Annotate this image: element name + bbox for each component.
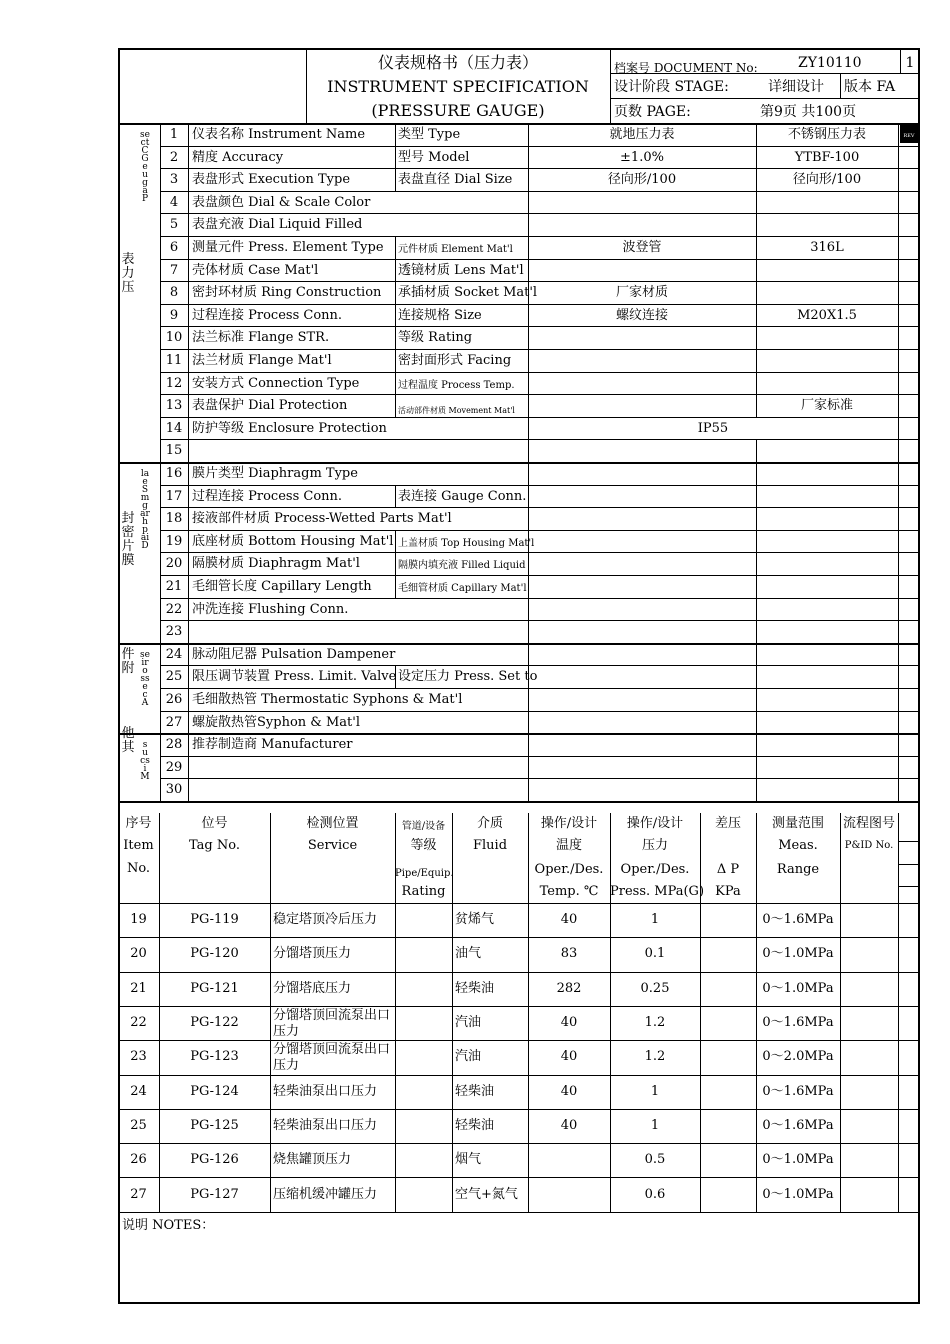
section-misc-cn: 他其 [121, 726, 135, 756]
spec-row-label: 仪表名称 Instrument Name [192, 127, 366, 142]
spec-row-label: 毛细管长度 Capillary Length [192, 579, 372, 594]
notes-label: 说明 NOTES： [122, 1218, 215, 1233]
cell-range: 0～1.6MPa [762, 912, 834, 928]
cell-item: 26 [130, 1152, 147, 1168]
spec-row-label: 毛细散热管 Thermostatic Syphons & Mat'l [192, 692, 463, 707]
spec-row-label2: 型号 Model [398, 149, 470, 165]
col-header-dp: 差压 [714, 816, 741, 831]
spec-row-value2: YTBF-100 [794, 149, 860, 165]
spec-row-no: 2 [169, 149, 179, 165]
spec-row-label2: 等级 Rating [398, 330, 473, 346]
cell-item: 25 [130, 1117, 147, 1133]
spec-row-label: 脉动阻尼器 Pulsation Dampener [192, 646, 396, 662]
cell-range: 0～1.6MPa [762, 1117, 834, 1133]
cell-item: 23 [130, 1049, 147, 1065]
spec-row-no: 11 [165, 353, 183, 368]
spec-row-no: 3 [169, 172, 179, 188]
cell-fluid: 贫烯气 [455, 912, 495, 928]
doc-label: 档案号 DOCUMENT No: [614, 61, 758, 75]
cell-service: 压缩机缓冲罐压力 [273, 1186, 378, 1202]
spec-row-no: 14 [165, 420, 183, 436]
spec-row-no: 9 [169, 307, 179, 323]
col-header-service: 检测位置 [306, 816, 359, 831]
spec-row-label: 防护等级 Enclosure Protection [192, 420, 387, 436]
cell-tag: PG-120 [190, 946, 239, 962]
spec-row-value1: 螺纹连接 [615, 307, 668, 323]
cell-press: 1.2 [644, 1015, 666, 1031]
cell-press: 1 [650, 1117, 660, 1133]
col-header-temp: 操作/设计 [540, 816, 598, 831]
cell-tag: PG-121 [190, 980, 239, 996]
cell-fluid: 轻柴油 [455, 980, 495, 996]
cell-service: 分馏塔顶压力 [273, 946, 352, 962]
col-header-temp: 温度 [555, 838, 582, 853]
page-value: 第9页 共100页 [760, 104, 857, 120]
spec-row-label: 过程连接 Process Conn. [192, 307, 343, 323]
cell-tag: PG-123 [190, 1049, 239, 1065]
cell-range: 0～1.6MPa [762, 1015, 834, 1031]
spec-row-no: 13 [165, 398, 183, 414]
col-header-tag: Tag No. [189, 838, 240, 853]
cell-item: 21 [130, 980, 147, 996]
cell-item: 19 [130, 912, 147, 928]
cell-item: 24 [130, 1083, 147, 1099]
spec-row-no: 17 [165, 488, 183, 504]
spec-row-label: 密封环材质 Ring Construction [192, 285, 382, 301]
doc-rev: 1 [905, 55, 915, 71]
cell-tag: PG-126 [190, 1152, 239, 1168]
col-header-rating: 管道/设备 [401, 821, 446, 832]
spec-row-value2: M20X1.5 [797, 307, 857, 323]
spec-row-label2: 表盘直径 Dial Size [398, 172, 513, 188]
col-header-rating: Rating [401, 884, 446, 899]
cell-range: 0～1.0MPa [762, 980, 834, 996]
spec-row-no: 29 [165, 759, 183, 775]
cell-tag: PG-125 [190, 1117, 239, 1133]
spec-row-label: 过程连接 Process Conn. [192, 488, 343, 504]
col-header-rating: Pipe/Equip. [395, 868, 454, 879]
spec-row-label: 壳体材质 Case Mat'l [192, 262, 319, 278]
section-seal-en: laeS mgarhpaiD [140, 469, 150, 551]
cell-temp: 83 [560, 946, 578, 962]
col-header-pid: 流程图号 [842, 816, 895, 831]
rev-tag: REV [903, 133, 915, 139]
spec-row-label: 膜片类型 Diaphragm Type [192, 466, 358, 481]
spec-row-label2: 密封面形式 Facing [398, 353, 512, 368]
cell-service: 分馏塔顶回流泵出口压力 [273, 1007, 391, 1039]
stage-value: 详细设计 [768, 79, 824, 95]
cell-range: 0～1.6MPa [762, 1083, 834, 1099]
spec-row-value: IP55 [697, 420, 729, 436]
spec-row-no: 16 [165, 466, 183, 481]
spec-row-value2: 316L [810, 240, 844, 255]
cell-fluid: 油气 [455, 946, 482, 962]
section-gauge-cn: 表力压 [121, 251, 135, 295]
spec-row-label2: 设定压力 Press. Set to [398, 669, 538, 685]
cell-press: 0.5 [644, 1152, 666, 1168]
col-header-dp: Δ P [716, 862, 740, 877]
page-label: 页数 PAGE: [614, 104, 691, 120]
cell-press: 1 [650, 1083, 660, 1099]
col-header-tag: 位号 [201, 816, 228, 831]
cell-temp: 282 [556, 980, 582, 996]
col-header-dp: KPa [715, 884, 741, 899]
spec-row-value1: 就地压力表 [609, 127, 675, 142]
col-header-range: Range [776, 862, 820, 877]
col-header-press: Oper./Des. [620, 862, 690, 877]
spec-row-label2: 活动部件材质 Movement Mat'l [398, 406, 515, 416]
spec-row-no: 28 [165, 737, 183, 753]
cell-temp: 40 [560, 1083, 578, 1099]
cell-tag: PG-122 [190, 1015, 239, 1031]
spec-row-no: 5 [169, 217, 179, 233]
spec-row-value2: 径向形/100 [792, 172, 862, 188]
spec-row-label: 推荐制造商 Manufacturer [192, 737, 353, 753]
spec-row-label2: 过程温度 Process Temp. [398, 379, 515, 391]
spec-row-label: 冲洗连接 Flushing Conn. [192, 601, 349, 617]
spec-row-no: 21 [165, 579, 183, 594]
spec-row-label: 表盘形式 Execution Type [192, 172, 351, 188]
cell-service: 轻柴油泵出口压力 [273, 1117, 378, 1133]
spec-row-value1: 厂家材质 [615, 285, 668, 301]
col-header-fluid: 介质 [476, 816, 503, 831]
spec-row-label2: 毛细管材质 Capillary Mat'l [398, 583, 527, 594]
col-header-range: 测量范围 [771, 816, 824, 831]
spec-row-value2: 厂家标准 [800, 398, 853, 414]
section-misc-en: sucsiM [140, 740, 150, 783]
spec-row-no: 22 [165, 601, 183, 617]
spec-row-no: 12 [165, 375, 183, 391]
spec-row-label2: 元件材质 Element Mat'l [398, 244, 513, 255]
cell-temp: 40 [560, 912, 578, 928]
spec-row-no: 23 [165, 624, 183, 640]
specification-sheet [118, 48, 920, 1304]
cell-fluid: 烟气 [455, 1152, 482, 1168]
spec-row-value1: 波登管 [622, 240, 662, 255]
spec-row-no: 15 [165, 443, 183, 459]
cell-item: 22 [130, 1015, 147, 1031]
cell-fluid: 空气+氮气 [455, 1186, 518, 1202]
cell-range: 0～1.0MPa [762, 1186, 834, 1202]
cell-press: 1 [650, 912, 660, 928]
spec-row-label2: 隔膜内填充液 Filled Liquid [398, 560, 526, 572]
spec-row-label: 限压调节装置 Press. Limit. Valve [192, 669, 397, 685]
spec-row-no: 26 [165, 692, 183, 707]
cell-fluid: 轻柴油 [455, 1083, 495, 1099]
spec-row-label: 表盘颜色 Dial & Scale Color [192, 194, 371, 210]
col-header-service: Service [307, 838, 358, 853]
spec-row-label: 螺旋散热管Syphon & Mat'l [192, 714, 360, 730]
spec-row-value1: ±1.0% [620, 149, 664, 165]
col-header-rating: 等级 [410, 838, 437, 853]
spec-row-label2: 透镜材质 Lens Mat'l [398, 262, 524, 278]
spec-row-label2: 类型 Type [398, 127, 461, 142]
cell-service: 分馏塔顶回流泵出口压力 [273, 1042, 391, 1074]
section-acc-en: seirossecA [140, 649, 150, 708]
spec-row-no: 7 [169, 262, 179, 278]
version-label: 版本 FA [844, 79, 896, 95]
spec-row-label: 隔膜材质 Diaphragm Mat'l [192, 556, 360, 572]
spec-row-no: 20 [165, 556, 183, 572]
spec-row-no: 19 [165, 533, 183, 549]
col-header-item: Item [123, 838, 154, 853]
cell-service: 轻柴油泵出口压力 [273, 1083, 378, 1099]
cell-fluid: 汽油 [455, 1015, 482, 1031]
spec-row-no: 30 [165, 782, 183, 798]
cell-item: 20 [130, 946, 147, 962]
col-header-press: 操作/设计 [626, 816, 684, 831]
cell-service: 稳定塔顶冷后压力 [273, 912, 378, 928]
cell-press: 0.1 [644, 946, 666, 962]
spec-row-value1: 径向形/100 [607, 172, 677, 188]
spec-row-label: 法兰材质 Flange Mat'l [192, 353, 332, 368]
section-gauge-en: sectCG eugaP [140, 130, 150, 204]
spec-row-label: 安装方式 Connection Type [192, 375, 360, 391]
cell-temp: 40 [560, 1117, 578, 1133]
spec-row-no: 10 [165, 330, 183, 346]
stage-label: 设计阶段 STAGE: [614, 79, 729, 95]
spec-row-label: 底座材质 Bottom Housing Mat'l [192, 533, 394, 549]
col-header-pid: P&ID No. [844, 840, 894, 851]
spec-row-label2: 承插材质 Socket Mat'l [398, 285, 538, 301]
spec-row-no: 27 [165, 714, 183, 730]
spec-row-no: 24 [165, 646, 183, 662]
spec-row-no: 25 [165, 669, 183, 685]
spec-row-label: 表盘充液 Dial Liquid Filled [192, 217, 363, 233]
section-acc-cn: 件附 [121, 647, 135, 676]
cell-tag: PG-119 [190, 912, 239, 928]
col-header-item: 序号 [125, 816, 152, 831]
cell-range: 0～2.0MPa [762, 1049, 834, 1065]
spec-row-no: 1 [169, 127, 179, 142]
title-cn: 仪表规格书（压力表） [377, 53, 538, 72]
spec-row-label: 测量元件 Press. Element Type [192, 240, 384, 255]
cell-service: 分馏塔底压力 [273, 980, 352, 996]
cell-press: 1.2 [644, 1049, 666, 1065]
spec-row-no: 18 [165, 511, 183, 527]
spec-row-value2: 不锈钢压力表 [787, 127, 866, 142]
spec-row-no: 4 [169, 194, 179, 210]
cell-range: 0～1.0MPa [762, 946, 834, 962]
spec-row-label2: 连接规格 Size [398, 307, 482, 323]
cell-fluid: 汽油 [455, 1049, 482, 1065]
cell-item: 27 [130, 1186, 147, 1202]
spec-row-label2: 表连接 Gauge Conn. [398, 488, 527, 504]
col-header-range: Meas. [778, 838, 818, 853]
spec-row-label: 精度 Accuracy [192, 149, 284, 165]
cell-service: 烧焦罐顶压力 [273, 1152, 352, 1168]
cell-temp: 40 [560, 1049, 578, 1065]
section-seal-cn: 封密片膜 [121, 511, 135, 569]
spec-row-label: 表盘保护 Dial Protection [192, 398, 348, 414]
cell-range: 0～1.0MPa [762, 1152, 834, 1168]
col-header-press: Press. MPa(G) [610, 884, 705, 899]
cell-tag: PG-124 [190, 1083, 239, 1099]
doc-number: ZY10110 [798, 55, 862, 71]
cell-press: 0.25 [640, 980, 670, 996]
cell-fluid: 轻柴油 [455, 1117, 495, 1133]
col-header-item: No. [126, 861, 151, 876]
spec-row-no: 6 [169, 240, 179, 255]
cell-temp: 40 [560, 1015, 578, 1031]
cell-tag: PG-127 [190, 1186, 239, 1202]
spec-row-label: 法兰标准 Flange STR. [192, 330, 330, 346]
col-header-temp: Oper./Des. [534, 862, 604, 877]
col-header-fluid: Fluid [472, 838, 508, 853]
cell-press: 0.6 [644, 1186, 666, 1202]
spec-row-label: 接液部件材质 Process-Wetted Parts Mat'l [192, 511, 452, 527]
title-en: INSTRUMENT SPECIFICATION [327, 77, 589, 96]
spec-row-label2: 上盖材质 Top Housing Mat'l [398, 537, 535, 549]
col-header-temp: Temp. ℃ [539, 884, 599, 899]
title-en-sub: (PRESSURE GAUGE) [371, 101, 545, 120]
spec-row-no: 8 [169, 285, 179, 301]
col-header-press: 压力 [641, 838, 668, 853]
